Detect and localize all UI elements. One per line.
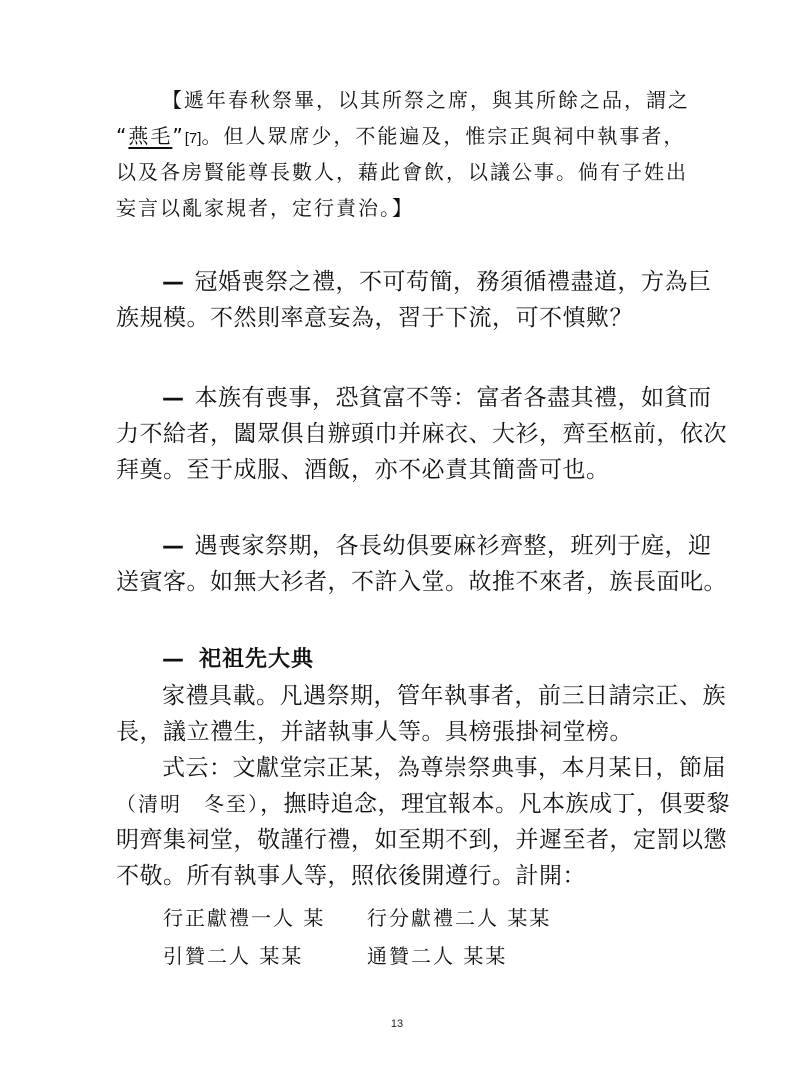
note-line-2 xyxy=(116,118,686,154)
role-left: 行正獻禮一人 某 xyxy=(163,906,326,930)
role-right: 通贊二人 某某 xyxy=(367,944,508,968)
rule-1-line-2: 族規模。不然則率意妄為，習于下流，可不慎歟？ xyxy=(116,305,633,331)
rule-3-line-2: 送賓客。如無大衫者，不許入堂。故推不來者，族長面叱。 xyxy=(116,569,727,595)
section-para-2-line-3: 明齊集祠堂，敬謹行禮，如至期不到，并遲至者，定罰以懲 xyxy=(116,827,727,853)
rule-2 xyxy=(116,380,727,488)
roles-row xyxy=(163,900,552,936)
section-para-2-line-2: （清明 冬至），撫時追念，理宜報本。凡本族成丁，俱要黎 xyxy=(116,791,730,817)
section-title: 祀祖先大典 xyxy=(199,647,315,672)
roles-row xyxy=(163,938,508,974)
rule-1 xyxy=(116,264,712,336)
role-right: 行分獻禮二人 某某 xyxy=(367,906,552,930)
role-left: 引贊二人 某某 xyxy=(163,944,304,968)
section-para-1-line-1: 家禮具載。凡遇祭期，管年執事者，前三日請宗正、族 xyxy=(162,683,726,709)
section-para-1-line-2: 長，議立禮生，并諸執事人等。具榜張掛祠堂榜。 xyxy=(116,719,633,745)
footnote-ref: [7] xyxy=(184,130,202,147)
festival-note: （清明 冬至） xyxy=(116,792,260,816)
rule-3-line-1: — 遇喪家祭期，各長幼俱要麻衫齊整，班列于庭，迎 xyxy=(162,533,712,559)
rule-3 xyxy=(116,528,727,600)
note-line-3: 以及各房賢能尊長數人，藉此會飲，以議公事。倘有子姓出 xyxy=(116,160,688,184)
rule-2-line-3: 拜奠。至于成服、酒飯，亦不必責其簡嗇可也。 xyxy=(116,457,610,483)
dash-bullet-icon: — xyxy=(162,534,185,559)
section-paragraph-2 xyxy=(116,750,730,894)
section-para-2-line-1: 式云：文獻堂宗正某，為尊崇祭典事，本月某日，節届 xyxy=(162,755,726,781)
rule-1-line-1: — 冠婚喪祭之禮，不可苟簡，務須循禮盡道，方為巨 xyxy=(162,269,712,295)
section-paragraph-1 xyxy=(116,678,726,750)
note-line-1: 【遞年春秋祭畢，以其所祭之席，與其所餘之品，謂之 xyxy=(162,88,690,112)
note-line-2-rest: 。但人眾席少，不能遍及，惟宗正與祠中執事者， xyxy=(201,124,686,148)
section-para-2-line-4: 不敬。所有執事人等，照依後開遵行。計開： xyxy=(116,863,586,889)
rule-2-line-2: 力不給者，闔眾俱自辦頭巾并麻衣、大衫，齊至柩前，依次 xyxy=(116,421,727,447)
page-number: 13 xyxy=(390,1018,404,1030)
dash-bullet-icon: — xyxy=(162,270,185,295)
section-heading xyxy=(162,644,314,676)
close-quote: ” xyxy=(172,124,185,148)
dash-bullet-icon: — xyxy=(162,647,185,672)
note-paragraph xyxy=(116,82,690,226)
open-quote: “ xyxy=(116,124,129,148)
note-line-4: 妄言以亂家規者，定行責治。】 xyxy=(116,196,414,220)
rule-2-line-1: — 本族有喪事，恐貧富不等：富者各盡其禮，如貧而 xyxy=(162,385,712,411)
dash-bullet-icon: — xyxy=(162,386,185,411)
term-yanmao: 燕毛 xyxy=(128,124,173,148)
